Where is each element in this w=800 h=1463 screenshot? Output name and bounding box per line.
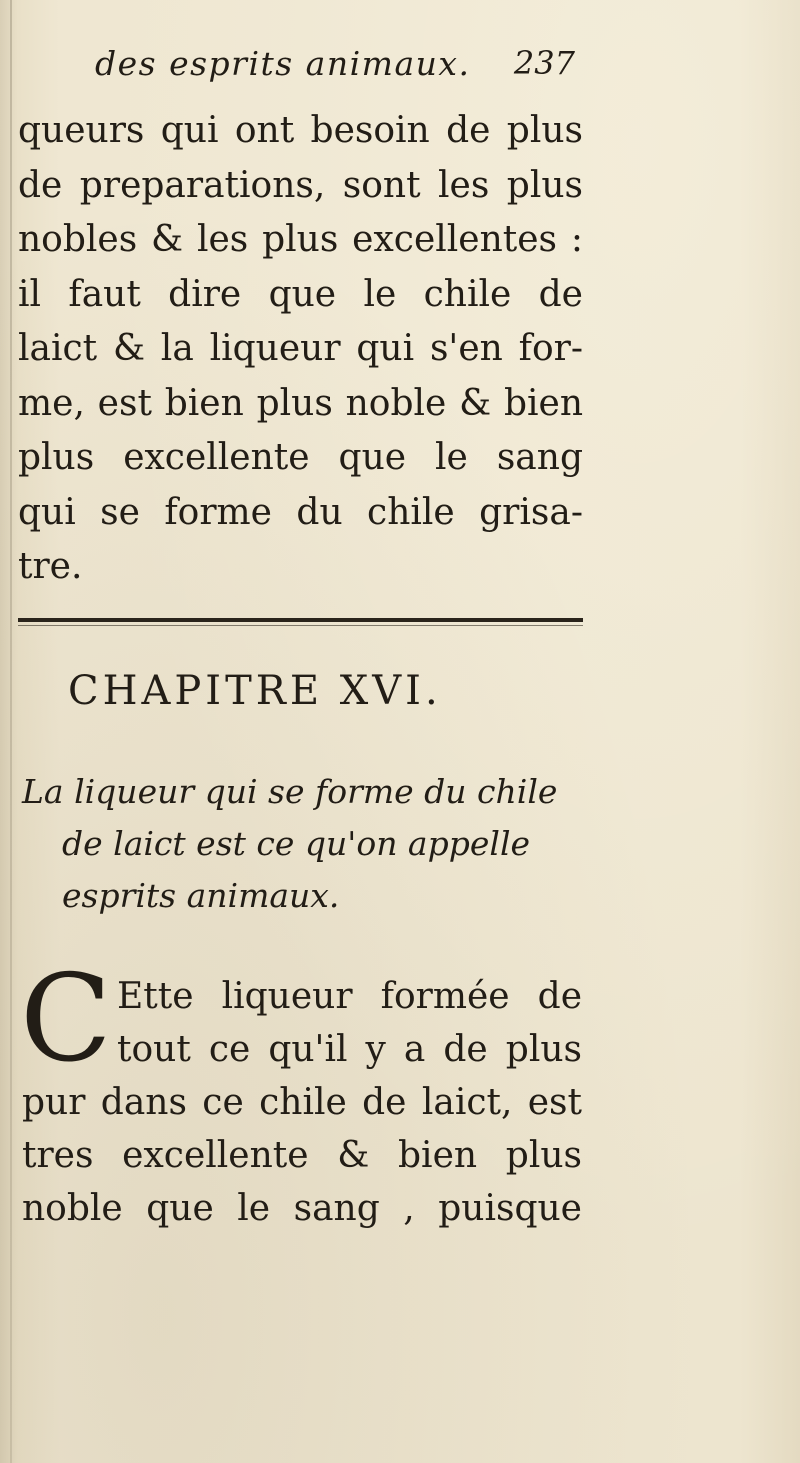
text-line: nobles & les plus excellentes :	[18, 219, 583, 260]
subtitle-line: esprits animaux.	[62, 876, 340, 915]
subtitle-line: de laict est ce qu'on appelle	[62, 824, 531, 863]
paragraph-line: Ette liqueur formée de	[117, 976, 582, 1017]
text-line: laict & la liqueur qui s'en for-	[18, 328, 583, 369]
chapter-subtitle	[22, 766, 582, 922]
paragraph-line: pur dans ce chile de laict, est	[22, 1082, 582, 1123]
chapter-divider-rule	[18, 618, 583, 622]
page-header	[95, 44, 575, 94]
text-line: il faut dire que le chile de	[18, 273, 583, 315]
running-head: des esprits animaux.	[95, 44, 471, 83]
text-line: qui se forme du chile grisa-	[18, 491, 583, 533]
text-line: tre.	[18, 546, 83, 587]
text-line: me, est bien plus noble & bien	[18, 382, 583, 424]
continued-text	[18, 104, 583, 595]
paragraph-line: tout ce qu'il y a de plus	[117, 1029, 582, 1070]
text-line: de preparations, sont les plus	[18, 164, 583, 206]
page-number: 237	[513, 44, 575, 82]
subtitle-line: La liqueur qui se forme du chile	[22, 772, 558, 811]
text-line: plus excellente que le sang	[18, 437, 583, 478]
drop-cap: C	[20, 950, 112, 1089]
text-line: queurs qui ont besoin de plus	[18, 110, 583, 151]
chapter-paragraph	[22, 970, 582, 1235]
binding-gutter	[10, 0, 12, 1463]
paragraph-line: tres excellente & bien plus	[22, 1135, 582, 1176]
chapter-heading: CHAPITRE XVI.	[68, 668, 442, 714]
paragraph-line: noble que le sang , puisque	[22, 1188, 582, 1229]
